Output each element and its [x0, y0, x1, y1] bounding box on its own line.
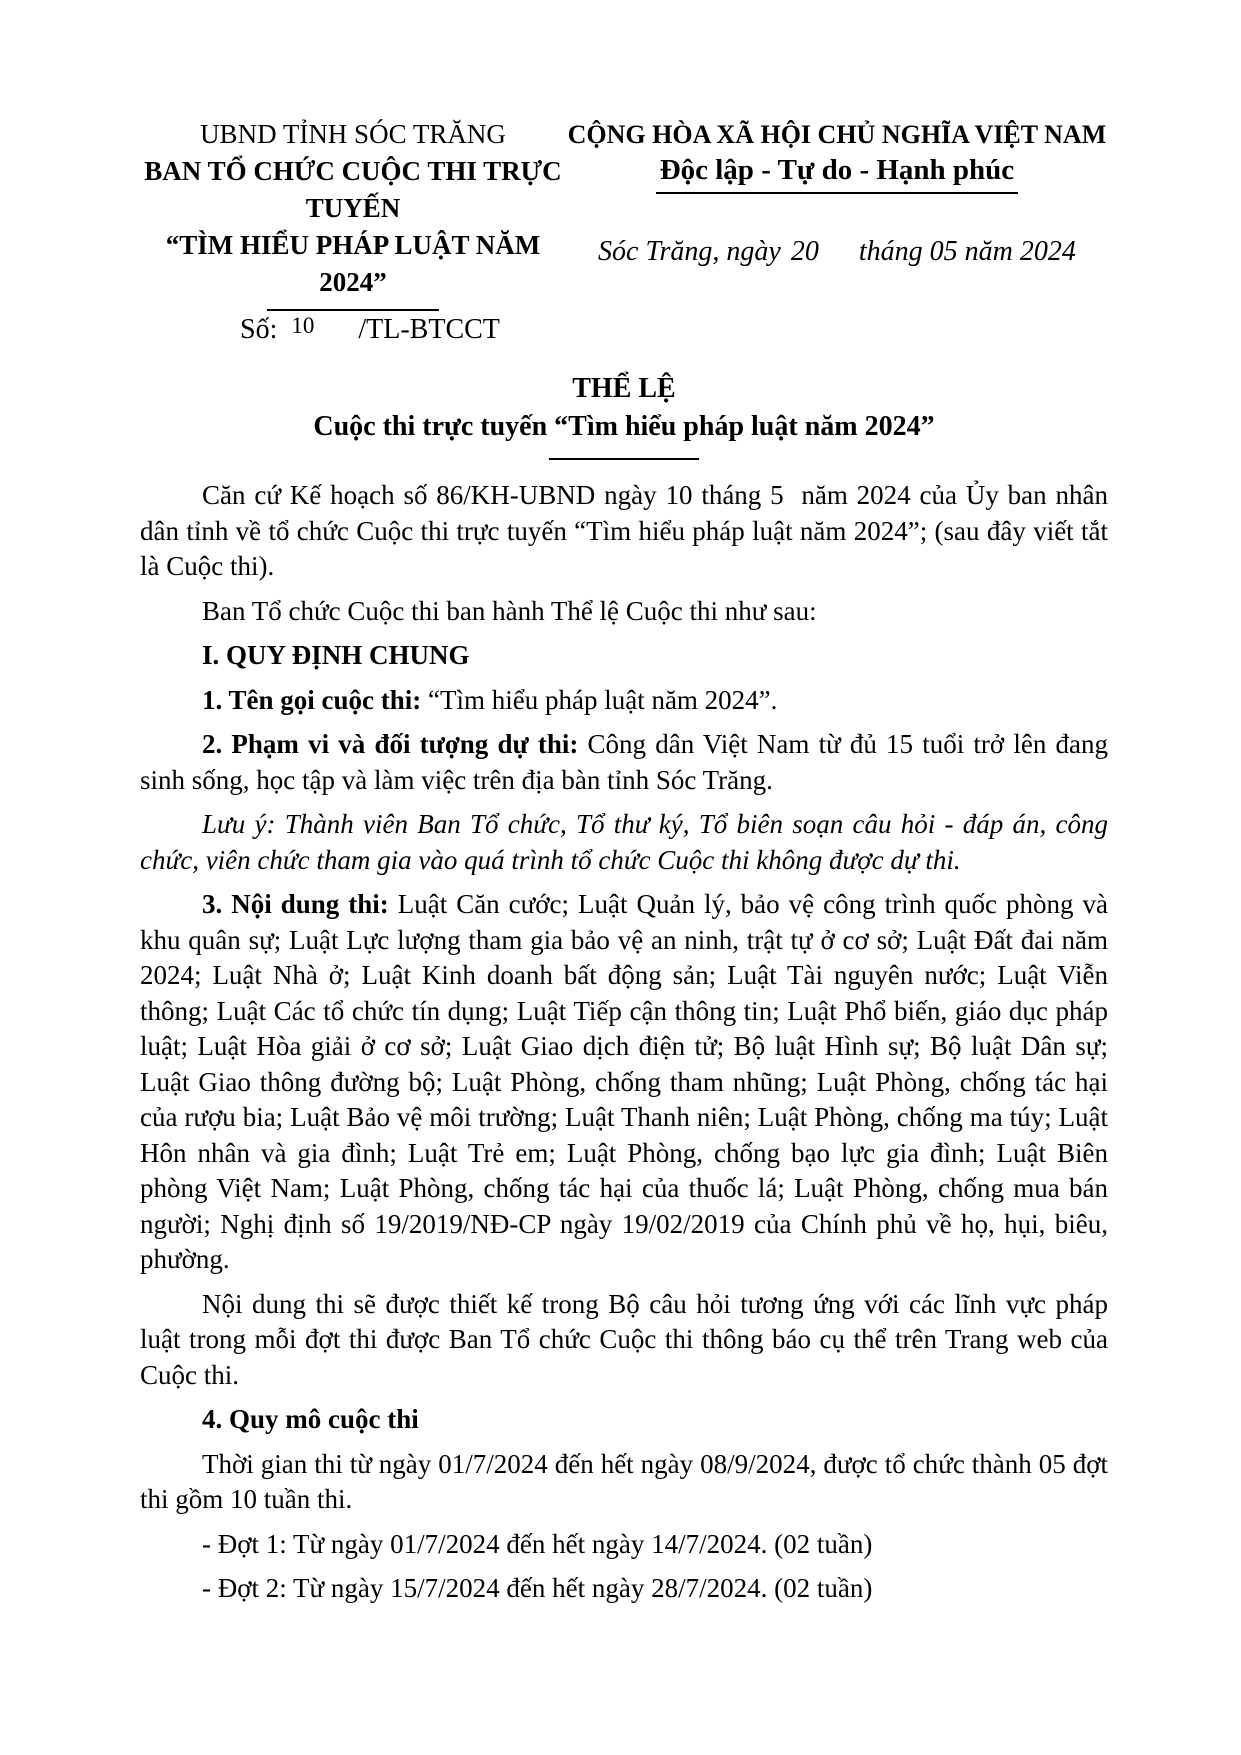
document-body [140, 478, 1108, 1607]
national-title: CỘNG HÒA XÃ HỘI CHỦ NGHĨA VIỆT NAM [567, 120, 1107, 149]
clause-contest-content [140, 887, 1108, 1278]
clause-contest-content-lead: 3. Nội dung thi: [202, 889, 389, 919]
place-date-line [566, 236, 1108, 268]
list-item-round1-text: - Đợt 1: Từ ngày 01/7/2024 đến hết ngày 14/7/2024. (02 tuần) [202, 1528, 873, 1559]
list-item-round2 [140, 1571, 1108, 1607]
list-item-round2-text: - Đợt 2: Từ ngày 15/7/2024 đến hết ngày 28/7/2024. (02 tuần) [202, 1573, 873, 1603]
national-motto: Độc lập - Tự do - Hạnh phúc [656, 153, 1019, 194]
date-day: 20 [790, 236, 819, 267]
clause-participants-lead: 2. Phạm vi và đối tượng dự thi: [202, 729, 579, 759]
doc-number-value: 10 [291, 313, 315, 338]
paragraph-note [140, 807, 1108, 878]
paragraph-issuance [140, 594, 1108, 630]
paragraph-question-bank-text: Nội dung thi sẽ được thiết kế trong Bộ câu hỏi tương ứng với các lĩnh vực pháp luật trong mỗi đợt thi được Ban Tổ chức Cuộc thi thông báo cụ thể trên Trang web của Cuộc thi. [140, 1288, 1108, 1390]
list-item-round1 [140, 1527, 1108, 1563]
authority-parent: UBND TỈNH SÓC TRĂNG [200, 119, 506, 149]
clause-contest-name-lead: 1. Tên gọi cuộc thi: [202, 684, 422, 715]
paragraph-schedule [140, 1447, 1108, 1518]
section-heading-general [140, 638, 1108, 674]
authority-underline [267, 309, 439, 311]
doc-number-label: Số: [240, 314, 278, 345]
paragraph-question-bank [140, 1287, 1108, 1394]
section-heading-general-text: I. QUY ĐỊNH CHUNG [202, 640, 470, 670]
title-underline [549, 458, 699, 460]
clause-participants [140, 727, 1108, 798]
paragraph-legal-basis-text: Căn cứ Kế hoạch số 86/KH-UBND ngày 10 tháng 5 năm 2024 của Ủy ban nhân dân tỉnh về tổ chức Cuộc thi trực tuyến “Tìm hiểu pháp luật năm 2024”; (sau đây viết tắt là Cuộc thi). [140, 480, 1108, 581]
paragraph-schedule-text: Thời gian thi từ ngày 01/7/2024 đến hết ngày 08/9/2024, được tổ chức thành 05 đợt thi gồm 10 tuần thi. [140, 1448, 1108, 1514]
title-line1: THỂ LỆ [572, 373, 676, 404]
document-number-line [240, 313, 1108, 346]
clause-contest-name [140, 683, 1108, 719]
authority-contest-name: “TÌM HIỂU PHÁP LUẬT NĂM 2024” [165, 230, 541, 297]
authority-name: BAN TỔ CHỨC CUỘC THI TRỰC TUYẾN [144, 156, 562, 223]
paragraph-legal-basis [140, 478, 1108, 585]
document-title [140, 370, 1108, 460]
paragraph-issuance-text: Ban Tổ chức Cuộc thi ban hành Thể lệ Cuộc thi như sau: [202, 595, 817, 626]
clause-scale-heading [140, 1402, 1108, 1438]
date-suffix: tháng 05 năm 2024 [858, 236, 1076, 267]
clause-contest-content-text: Luật Căn cước; Luật Quản lý, bảo vệ công trình quốc phòng và khu quân sự; Luật Lực lượng tham gia bảo vệ an ninh, trật tự ở cơ sở; Luật Đất đai năm 2024; Luật Nhà ở; Luật Kinh doanh bất động sản; Luật Tài nguyên nước; Luật Viễn thông; Luật Các tổ chức tín dụng; Luật Tiếp cận thông tin; Luật Phổ biến, giáo dục pháp luật; Luật Hòa giải ở cơ sở; Luật Giao dịch điện tử; Bộ luật Hình sự; Bộ luật Dân sự; Luật Giao thông đường bộ; Luật Phòng, chống tham nhũng; Luật Phòng, chống tác hại của rượu bia; Luật Bảo vệ môi trường; Luật Thanh niên; Luật Phòng, chống ma túy; Luật Hôn nhân và gia đình; Luật Trẻ em; Luật Phòng, chống bạo lực gia đình; Luật Biên phòng Việt Nam; Luật Phòng, chống tác hại của thuốc lá; Luật Phòng, chống mua bán người; Nghị định số 19/2019/NĐ-CP ngày 19/02/2019 của Chính phủ về họ, hụi, biêu, phường. [140, 889, 1108, 1274]
paragraph-note-text: Lưu ý: Thành viên Ban Tổ chức, Tổ thư ký, Tổ biên soạn câu hỏi - đáp án, công chức, viên chức tham gia vào quá trình tổ chức Cuộc thi không được dự thi. [140, 809, 1108, 875]
date-prefix: Sóc Trăng, ngày [598, 236, 781, 267]
doc-number-symbol: /TL-BTCCT [358, 314, 500, 345]
title-line2: Cuộc thi trực tuyến “Tìm hiểu pháp luật năm 2024” [313, 411, 935, 442]
clause-contest-name-text: “Tìm hiểu pháp luật năm 2024”. [421, 684, 778, 715]
clause-scale-heading-text: 4. Quy mô cuộc thi [202, 1404, 419, 1434]
clause-participants-text: Công dân Việt Nam từ đủ 15 tuổi trở lên đang sinh sống, học tập và làm việc trên địa bàn tỉnh Sóc Trăng. [140, 729, 1108, 795]
issuing-authority-block [140, 116, 566, 311]
document-header [140, 116, 1108, 311]
national-motto-block [566, 116, 1108, 311]
